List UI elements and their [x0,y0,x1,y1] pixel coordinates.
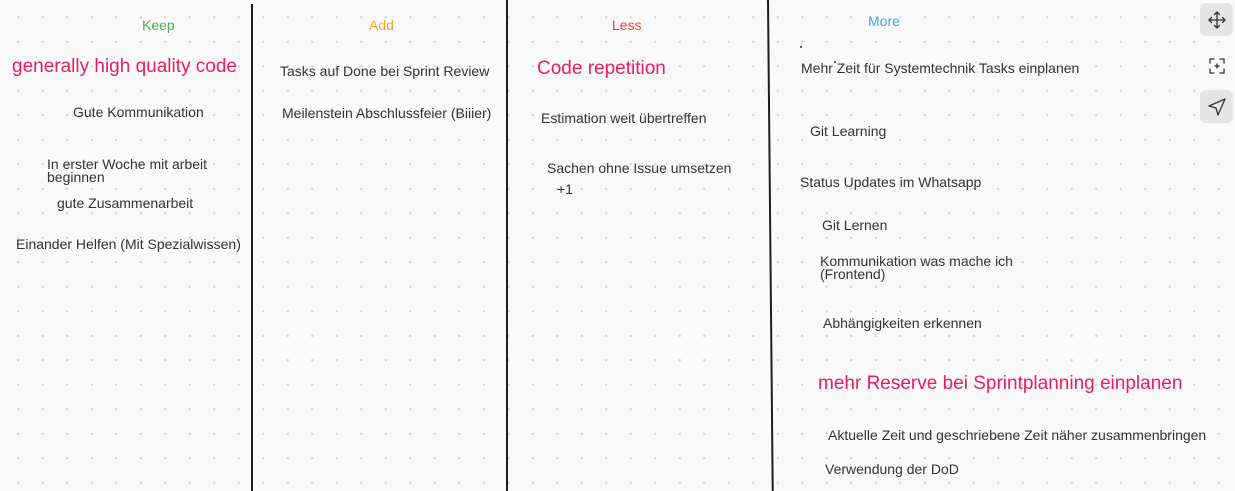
sticky-note[interactable]: Verwendung der DoD [825,461,959,477]
stray-mark [800,46,802,48]
sticky-note[interactable]: Tasks auf Done bei Sprint Review [280,63,490,79]
sticky-note[interactable]: Meilenstein Abschlussfeier (Biiier) [282,105,492,121]
sticky-note[interactable]: +1 [557,181,573,197]
move-tool-button[interactable] [1200,3,1233,36]
column-divider [767,0,774,491]
navigation-arrow-icon [1207,97,1227,117]
sticky-note[interactable]: Kommunikation was mache ich (Frontend) [820,253,1013,282]
sticky-note[interactable]: Einander Helfen (Mit Spezialwissen) [16,236,241,252]
sticky-note[interactable]: generally high quality code [12,56,237,77]
sticky-note[interactable]: Code repetition [537,58,666,79]
sticky-note[interactable]: Estimation weit übertreffen [541,110,707,126]
sticky-note[interactable]: In erster Woche mit arbeit beginnen [47,156,208,185]
column-header-more: More [868,13,900,29]
column-header-add: Add [369,17,394,33]
navigation-tool-button[interactable] [1200,90,1233,123]
sticky-note[interactable]: Sachen ohne Issue umsetzen [547,160,732,176]
sticky-note[interactable]: Git Learning [810,123,887,139]
column-divider [506,0,508,491]
sticky-note[interactable]: mehr Reserve bei Sprintplanning einplanen [818,373,1183,394]
move-icon [1207,10,1227,30]
sticky-note[interactable]: Abhängigkeiten erkennen [823,315,982,331]
column-header-keep: Keep [142,17,175,33]
column-divider [251,4,253,491]
sticky-note[interactable]: gute Zusammenarbeit [57,195,194,211]
sticky-note[interactable]: Aktuelle Zeit und geschriebene Zeit näher zusammenbringen [828,427,1207,443]
column-header-less: Less [612,17,642,33]
sticky-note[interactable]: Status Updates im Whatsapp [800,174,982,190]
fit-to-screen-icon [1207,56,1227,76]
fit-to-screen-button[interactable] [1200,49,1233,82]
sticky-note[interactable]: Gute Kommunikation [73,104,204,120]
sticky-note[interactable]: Mehr Zeit für Systemtechnik Tasks einplanen [801,60,1080,76]
sticky-note[interactable]: Git Lernen [822,217,888,233]
